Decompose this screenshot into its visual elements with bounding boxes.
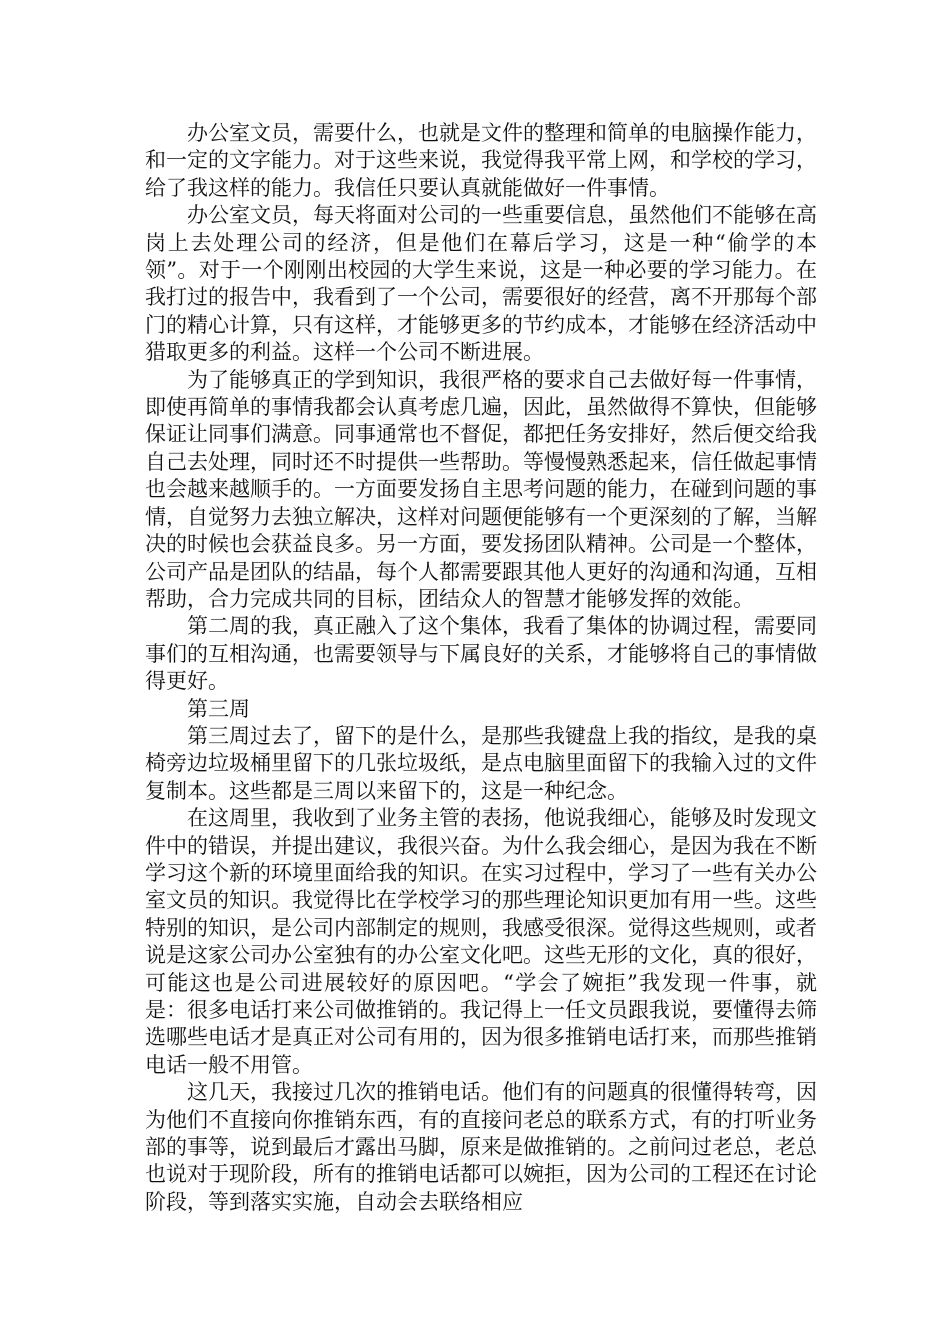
paragraph-clerk-skills: 办公室文员，需要什么，也就是文件的整理和简单的电脑操作能力，和一定的文字能力。对于这些来说，我觉得我平常上网，和学校的学习，给了我这样的能力。我信任只要认真就能做好一件事情。 — [145, 121, 817, 200]
paragraph-praise-and-rules: 在这周里，我收到了业务主管的表扬，他说我细心，能够及时发现文件中的错误，并提出建议，我很兴奋。为什么我会细心，是因为我在不断学习这个新的环境里面给我的知识。在实习过程中，学习了一些有关办公室文员的知识。我觉得比在学校学习的那些理论知识更加有用一些。这些特别的知识，是公司内部制定的规则，我感受很深。觉得这些规则，或者说是这家公司办公室独有的办公室文化吧。这些无形的文化，真的很好，可能这也是公司进展较好的原因吧。“学会了婉拒”我发现一件事，就是：很多电话打来公司做推销的。我记得上一任文员跟我说，要懂得去筛选哪些电话才是真正对公司有用的，因为很多推销电话打来，而那些推销电话一般不用管。 — [145, 806, 817, 1077]
document-page — [145, 120, 817, 1216]
paragraph-sales-calls: 这几天，我接过几次的推销电话。他们有的问题真的很懂得转弯，因为他们不直接向你推销东西，有的直接问老总的联系方式，有的打听业务部的事等，说到最后才露出马脚，原来是做推销的。之前问过老总，老总也说对于现阶段，所有的推销电话都可以婉拒，因为公司的工程还在讨论阶段，等到落实实施，自动会去联络相应 — [145, 1080, 817, 1214]
section-heading-third-week: 第三周 — [187, 696, 250, 721]
paragraph-third-week-recap: 第三周过去了，留下的是什么，是那些我键盘上我的指纹，是我的桌椅旁边垃圾桶里留下的几张垃圾纸，是点电脑里面留下的我输入过的文件复制本。这些都是三周以来留下的，这是一种纪念。 — [145, 723, 817, 803]
paragraph-company-info: 办公室文员，每天将面对公司的一些重要信息，虽然他们不能够在高岗上去处理公司的经济，但是他们在幕后学习，这是一种“偷学的本领”。对于一个刚刚出校园的大学生来说，这是一种必要的学习能力。在我打过的报告中，我看到了一个公司，需要很好的经营，离不开那每个部门的精心计算，只有这样，才能够更多的节约成本，才能够在经济活动中猎取更多的利益。这样一个公司不断进展。 — [145, 203, 817, 365]
paragraph-second-week: 第二周的我，真正融入了这个集体，我看了集体的协调过程，需要同事们的互相沟通，也需要领导与下属良好的关系，才能够将自己的事情做得更好。 — [145, 614, 817, 694]
paragraph-learning-knowledge: 为了能够真正的学到知识，我很严格的要求自己去做好每一件事情，即使再简单的事情我都会认真考虑几遍，因此，虽然做得不算快，但能够保证让同事们满意。同事通常也不督促，都把任务安排好，然后便交给我自己去处理，同时还不时提供一些帮助。等慢慢熟悉起来，信任做起事情也会越来越顺手的。一方面要发扬自主思考问题的能力，在碰到问题的事情，自觉努力去独立解决，这样对问题便能够有一个更深刻的了解，当解决的时候也会获益良多。另一方面，要发扬团队精神。公司是一个整体，公司产品是团队的结晶，每个人都需要跟其他人更好的沟通和沟通，互相帮助，合力完成共同的目标，团结众人的智慧才能够发挥的效能。 — [145, 367, 817, 611]
